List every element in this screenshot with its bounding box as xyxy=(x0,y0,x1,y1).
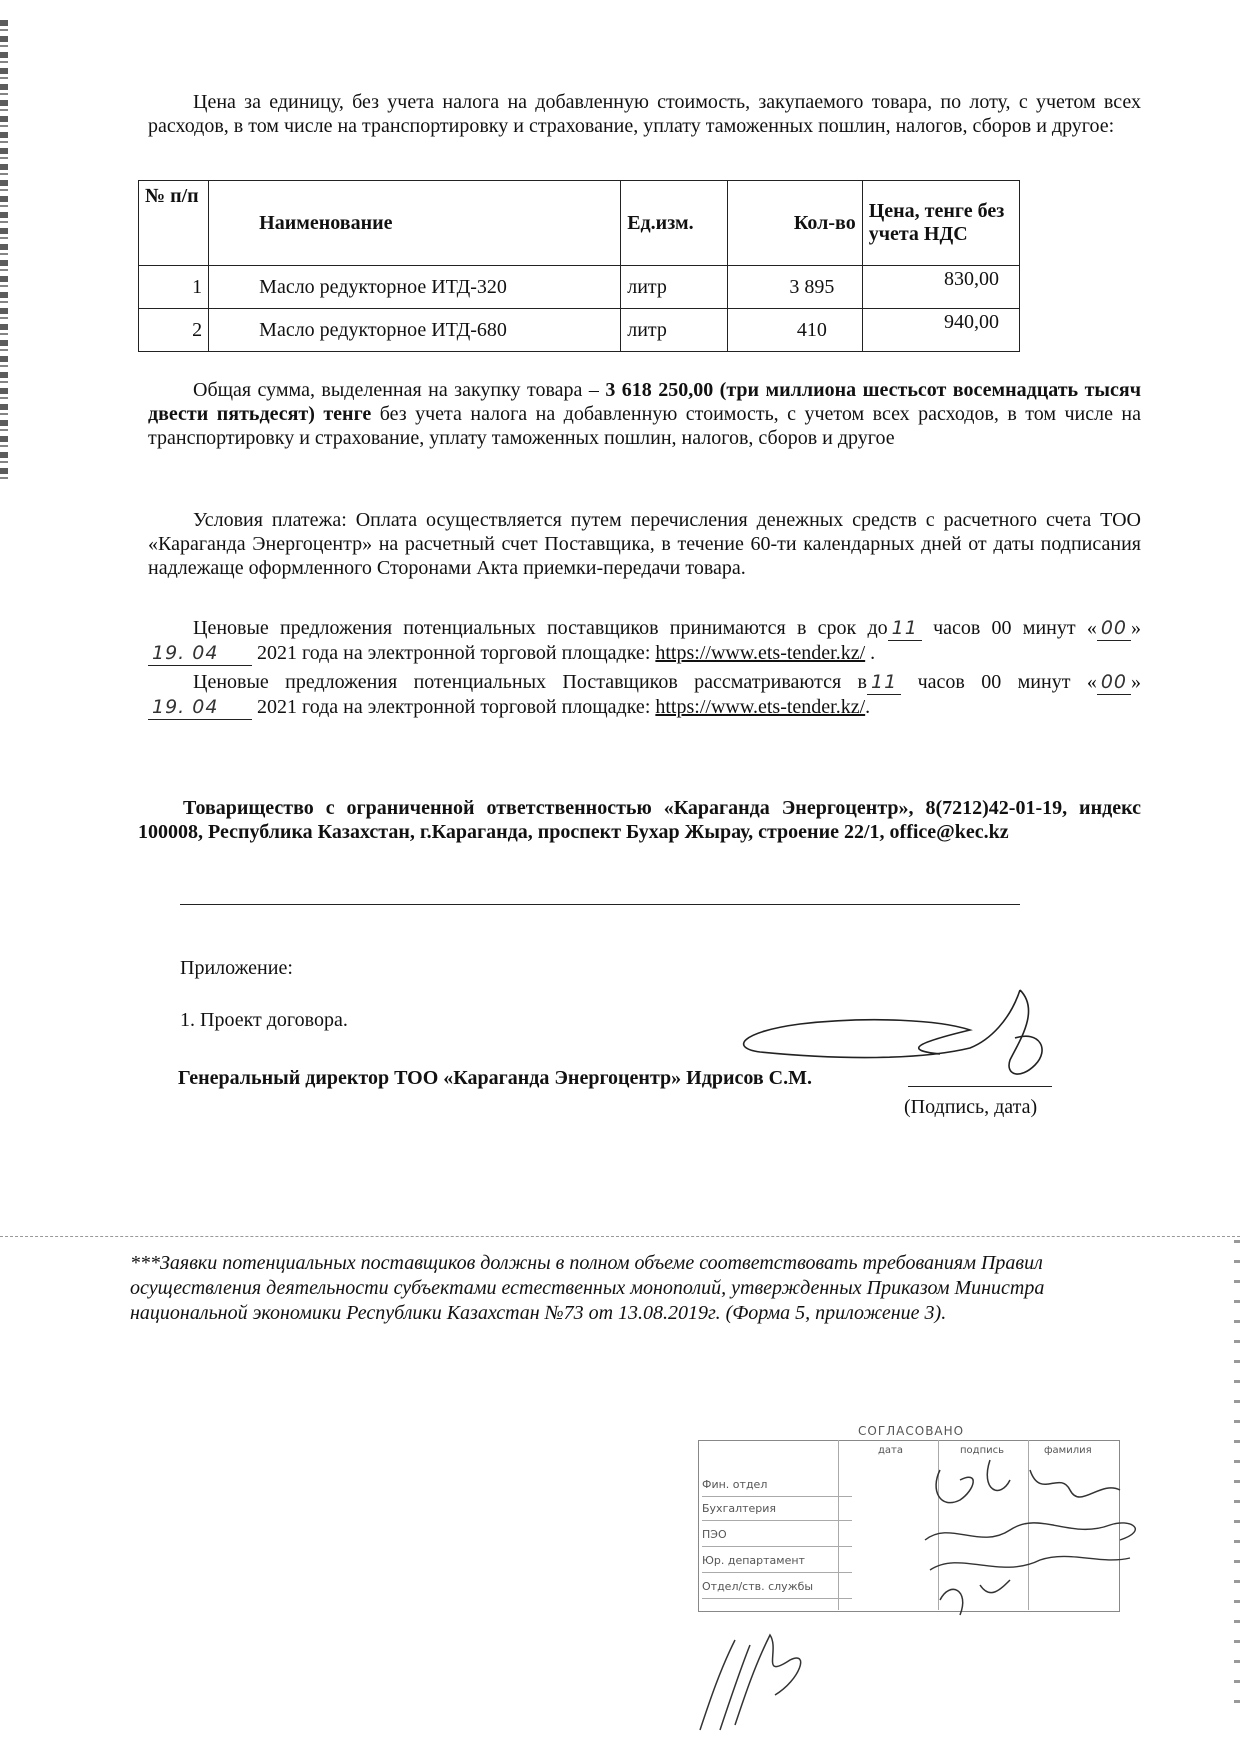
stamp-header-name: фамилия xyxy=(1044,1445,1092,1456)
row-name: Масло редукторное ИТД-680 xyxy=(209,309,621,352)
deadline1-text-d: 2021 года на электронной торговой площадке: xyxy=(252,642,656,664)
director-line: Генеральный директор ТОО «Караганда Энергоцентр» Идрисов С.М. xyxy=(178,1067,812,1089)
row-num: 1 xyxy=(139,266,209,309)
total-paragraph xyxy=(148,378,1141,450)
footnote: ***Заявки потенциальных поставщиков должны в полном объеме соответствовать требованиям Правил осуществления деятельности субъектами естественных монополий, утвержденных Приказом Министра национальной экономики Республики Казахстан №73 от 13.08.2019г. (Форма 5, приложение 3). xyxy=(130,1252,1045,1324)
row-qty: 3 895 xyxy=(728,266,863,309)
deadline-submission xyxy=(148,616,1141,666)
deadline2-text-c: » xyxy=(1131,671,1142,693)
table-header-row xyxy=(139,181,1020,266)
header-price: Цена, тенге без учета НДС xyxy=(862,181,1019,266)
note-separator xyxy=(0,1236,1240,1237)
scan-edge-marks-left xyxy=(0,20,8,480)
stamp-row: Отдел/ств. службы xyxy=(702,1576,852,1599)
handwritten-date: 19. 04 xyxy=(148,641,252,666)
total-lead: Общая сумма, выделенная на закупку товара – xyxy=(193,379,606,401)
company-details: Товарищество с ограниченной ответственностью «Караганда Энергоцентр», 8(7212)42-01-19, индекс 100008, Республика Казахстан, г.Караганда, проспект Бухар Жырау, строение 22/1, office@kec.kz xyxy=(138,797,1141,843)
handwritten-minute: 00 xyxy=(1097,670,1131,695)
stamp-row: ПЭО xyxy=(702,1524,852,1547)
appendix-item: 1. Проект договора. xyxy=(180,1009,348,1031)
deadline-review xyxy=(148,670,1141,720)
header-unit: Ед.изм. xyxy=(621,181,728,266)
ets-tender-link[interactable]: https://www.ets-tender.kz/ xyxy=(655,642,866,664)
items-table xyxy=(138,180,1020,352)
stamp-row: Юр. департамент xyxy=(702,1550,852,1573)
deadline1-text-e: . xyxy=(865,642,876,664)
handwritten-minute: 00 xyxy=(1097,616,1131,641)
row-qty: 410 xyxy=(728,309,863,352)
payment-terms: Условия платежа: Оплата осуществляется путем перечисления денежных средств с расчетного счета ТОО «Караганда Энергоцентр» на расчетный счет Поставщика, в течение 60-ти календарных дней от даты подписания надлежаще оформленного Сторонами Акта приемки-передачи товара. xyxy=(148,509,1141,579)
director-signature xyxy=(720,980,1080,1090)
header-name: Наименование xyxy=(209,181,621,266)
row-price: 940,00 xyxy=(862,309,1019,352)
deadline2-text-a: Ценовые предложения потенциальных Поставщиков рассматриваются в xyxy=(193,671,868,693)
stamp-header-sign: подпись xyxy=(960,1445,1004,1456)
bottom-signature xyxy=(690,1620,820,1740)
handwritten-hour: 11 xyxy=(867,670,901,695)
stamp-title: СОГЛАСОВАНО xyxy=(858,1424,965,1438)
handwritten-date: 19. 04 xyxy=(148,695,252,720)
header-num: № п/п xyxy=(139,181,209,266)
approval-signatures xyxy=(920,1440,1220,1620)
deadline2-text-e: . xyxy=(865,696,871,718)
scan-edge-marks-right xyxy=(1234,1240,1240,1720)
deadline1-text-b: часов 00 минут « xyxy=(921,617,1097,639)
row-price: 830,00 xyxy=(862,266,1019,309)
handwritten-hour: 11 xyxy=(888,616,922,641)
deadline2-text-d: 2021 года на электронной торговой площадке: xyxy=(252,696,656,718)
table-row xyxy=(139,309,1020,352)
row-name: Масло редукторное ИТД-320 xyxy=(209,266,621,309)
row-unit: литр xyxy=(621,266,728,309)
deadline1-text-a: Ценовые предложения потенциальных поставщиков принимаются в срок до xyxy=(193,617,888,639)
deadline1-text-c: » xyxy=(1131,617,1142,639)
ets-tender-link[interactable]: https://www.ets-tender.kz/ xyxy=(655,696,866,718)
separator-line xyxy=(180,904,1020,905)
header-qty: Кол-во xyxy=(728,181,863,266)
stamp-row: Фин. отдел xyxy=(702,1474,852,1497)
row-num: 2 xyxy=(139,309,209,352)
deadline2-text-b: часов 00 минут « xyxy=(901,671,1097,693)
total-amount: 3 618 250,00 (три миллиона шестьсот восемнадцать тысяч двести пятьдесят) тенге xyxy=(148,379,1141,425)
appendix-title: Приложение: xyxy=(180,957,293,979)
total-tail: без учета налога на добавленную стоимость, с учетом всех расходов, в том числе на транспортировку и страхование, уплату таможенных пошлин, налогов, сборов и другое xyxy=(148,403,1141,449)
intro-paragraph: Цена за единицу, без учета налога на добавленную стоимость, закупаемого товара, по лоту, с учетом всех расходов, в том числе на транспортировку и страхование, уплату таможенных пошлин, налогов, сборов и другое: xyxy=(148,91,1141,137)
row-unit: литр xyxy=(621,309,728,352)
stamp-row: Бухгалтерия xyxy=(702,1498,852,1521)
table-row xyxy=(139,266,1020,309)
stamp-header-date: дата xyxy=(878,1445,903,1456)
signature-caption: (Подпись, дата) xyxy=(904,1096,1038,1118)
